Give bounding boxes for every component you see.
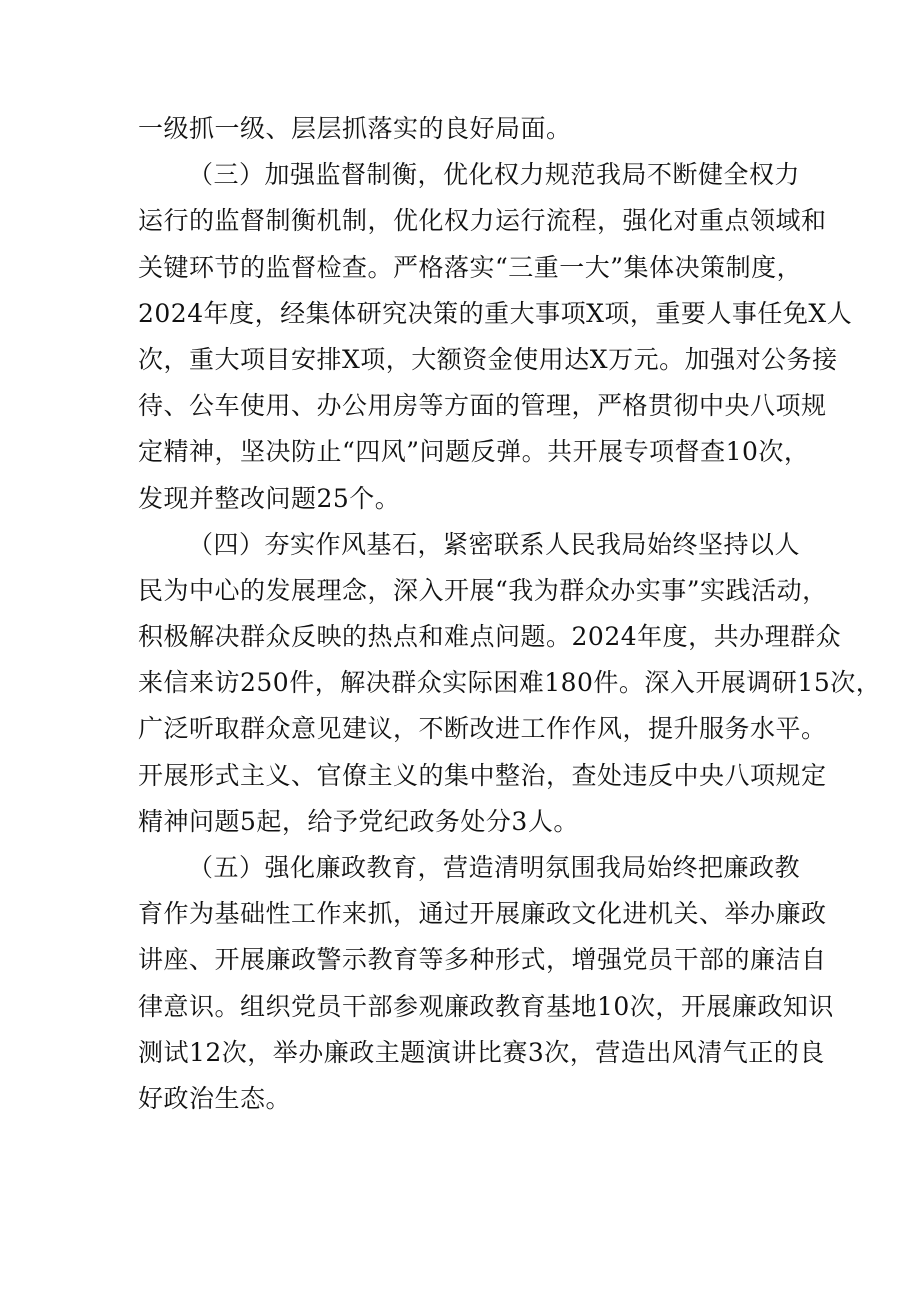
text-line: （四）夯实作风基石，紧密联系人民我局始终坚持以人 <box>188 529 801 559</box>
text-line: 运行的监督制衡机制，优化权力运行流程，强化对重点领域和 <box>138 206 827 236</box>
text-line: 一级抓一级、层层抓落实的良好局面。 <box>138 114 572 143</box>
text-line: 广泛听取群众意见建议，不断改进工作作风，提升服务水平。 <box>138 714 827 744</box>
text-line: 测试12次，举办廉政主题演讲比赛3次，营造出风清气正的良 <box>138 1037 825 1067</box>
text-line: 积极解决群众反映的热点和难点问题。2024年度，共办理群众 <box>138 622 842 652</box>
text-line: 开展形式主义、官僚主义的集中整治，查处违反中央八项规定 <box>138 760 827 790</box>
text-line: （三）加强监督制衡，优化权力规范我局不断健全权力 <box>188 160 801 190</box>
paragraph-section-4 <box>138 522 882 845</box>
text-line: （五）强化廉政教育，营造清明氛围我局始终把廉政教 <box>188 853 801 882</box>
text-line: 好政治生态。 <box>138 1083 292 1113</box>
text-line: 律意识。组织党员干部参观廉政教育基地10次，开展廉政知识 <box>138 991 834 1021</box>
document-body <box>138 106 882 1122</box>
text-line: 民为中心的发展理念，深入开展“我为群众办实事”实践活动， <box>138 575 828 605</box>
text-line: 来信来访250件，解决群众实际困难180件。深入开展调研15次， <box>138 668 882 698</box>
paragraph-section-5 <box>138 845 834 1122</box>
text-line: 育作为基础性工作来抓，通过开展廉政文化进机关、举办廉政 <box>138 899 827 929</box>
text-line: 2024年度，经集体研究决策的重大事项X项，重要人事任免X人 <box>138 298 853 328</box>
text-line: 关键环节的监督检查。严格落实“三重一大”集体决策制度， <box>138 252 803 282</box>
paragraph-continuation <box>138 106 798 152</box>
text-line: 次，重大项目安排X项，大额资金使用达X万元。加强对公务接 <box>138 344 838 374</box>
text-line: 定精神，坚决防止“四风”问题反弹。共开展专项督查10次， <box>138 437 810 467</box>
text-line: 发现并整改问题25个。 <box>138 483 401 513</box>
paragraph-section-3 <box>138 152 853 522</box>
text-line: 精神问题5起，给予党纪政务处分3人。 <box>138 806 579 836</box>
text-line: 讲座、开展廉政警示教育等多种形式，增强党员干部的廉洁自 <box>138 945 827 975</box>
text-line: 待、公车使用、办公用房等方面的管理，严格贯彻中央八项规 <box>138 391 827 421</box>
